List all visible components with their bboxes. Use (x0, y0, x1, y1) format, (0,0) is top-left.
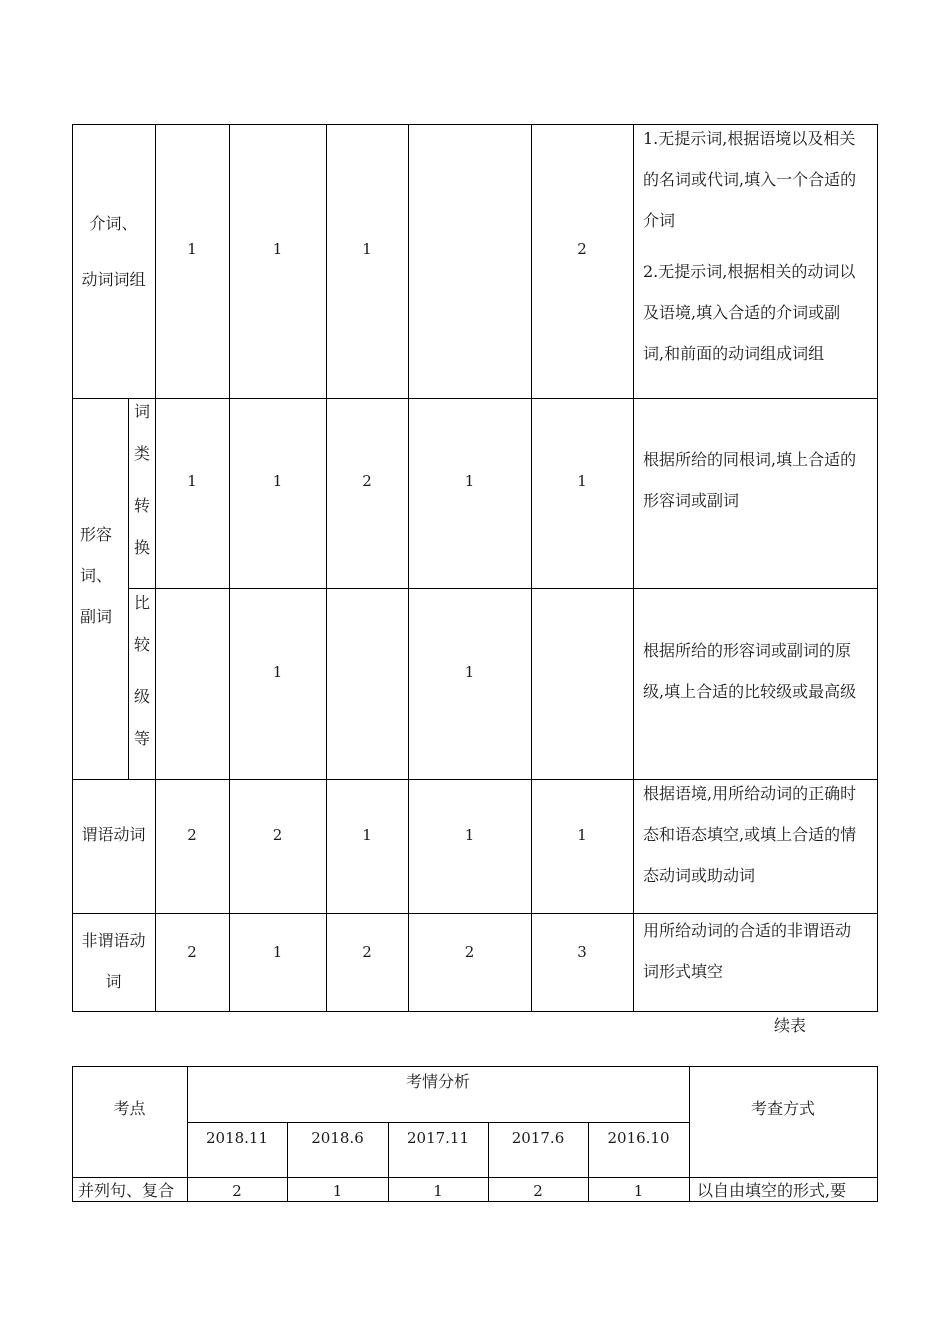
table-cell: 1 (433, 1182, 443, 1200)
sub-label-char: 较 (133, 635, 150, 654)
table-cell: 1 (187, 240, 197, 258)
desc-line: 根据语境,用所给动词的正确时 (643, 784, 857, 803)
table-cell: 2 (232, 1182, 242, 1200)
desc-line: 态动词或助动词 (643, 866, 756, 885)
table-cell: 2 (187, 826, 197, 844)
table-cell: 2 (464, 943, 475, 961)
year-header: 2017.6 (511, 1129, 565, 1147)
sub-label-char: 类 (133, 444, 150, 463)
group-label-line: 形容 (80, 525, 113, 544)
row-description (643, 118, 875, 374)
group-label-line: 词、 (80, 566, 113, 585)
table-cell: 1 (272, 663, 283, 681)
sub-label-char: 级 (133, 687, 150, 706)
year-header: 2016.10 (607, 1129, 670, 1147)
table-cell: 1 (362, 826, 372, 844)
desc-line: 态和语态填空,或填上合适的情 (643, 825, 857, 844)
row-label: 谓语动词 (81, 825, 146, 844)
desc-line: 1.无提示词,根据语境以及相关 (643, 129, 856, 148)
sub-label (132, 582, 152, 760)
table-cell: 1 (577, 826, 587, 844)
table-cell: 1 (187, 472, 197, 490)
row-label-line: 动词词组 (81, 270, 146, 289)
table-cell: 1 (272, 943, 283, 961)
table-cell: 1 (577, 472, 587, 490)
continued-label: 续表 (773, 1016, 806, 1035)
desc-line: 介词 (643, 211, 676, 230)
sub-label (132, 391, 152, 569)
header-method: 考查方式 (750, 1099, 815, 1118)
desc-line: 根据所给的同根词,填上合适的 (643, 450, 857, 469)
row-label (72, 920, 155, 1002)
table-cell: 2 (272, 826, 283, 844)
table-cell: 1 (633, 1182, 644, 1200)
table-cell: 1 (272, 472, 283, 490)
desc-line: 2.无提示词,根据相关的动词以 (643, 262, 856, 281)
desc-line: 用所给动词的合适的非谓语动 (643, 921, 852, 940)
desc-line: 词形式填空 (643, 962, 724, 981)
table-cell: 3 (577, 943, 587, 961)
table-cell: 1 (332, 1182, 343, 1200)
table-cell: 1 (362, 240, 372, 258)
table-cell: 2 (533, 1182, 543, 1200)
desc-line: 形容词或副词 (643, 491, 740, 510)
row-label-line: 介词、 (89, 214, 138, 233)
year-header: 2017.11 (406, 1129, 470, 1147)
table-cell: 2 (187, 943, 197, 961)
sub-label-char: 换 (133, 538, 150, 557)
header-point: 考点 (113, 1099, 146, 1118)
desc-line: 词,和前面的动词组成词组 (643, 344, 825, 363)
row-description (643, 910, 875, 992)
desc-line: 级,填上合适的比较级或最高级 (643, 682, 857, 701)
group-label-line: 副词 (80, 607, 113, 626)
header-analysis: 考情分析 (405, 1072, 470, 1091)
row-label: 并列句、复合 (78, 1181, 175, 1200)
year-header: 2018.6 (311, 1129, 364, 1147)
row-description (643, 630, 875, 712)
row-label (72, 211, 155, 293)
row-description (643, 439, 875, 521)
sub-label-char: 等 (133, 729, 150, 748)
sub-label-char: 转 (133, 496, 150, 515)
desc-line: 的名词或代词,填入一个合适的 (643, 170, 857, 189)
group-label (80, 514, 124, 637)
sub-label-char: 比 (133, 593, 150, 612)
row-description (643, 773, 875, 896)
row-label-line: 词 (105, 972, 122, 991)
table-cell: 1 (272, 240, 283, 258)
table-cell: 1 (464, 826, 475, 844)
year-header: 2018.11 (205, 1129, 269, 1147)
row-description: 以自由填空的形式,要 (697, 1181, 847, 1200)
table-cell: 2 (577, 240, 587, 258)
desc-line: 根据所给的形容词或副词的原 (643, 641, 852, 660)
row-label-line: 非谓语动 (81, 931, 146, 950)
table-cell: 2 (362, 472, 372, 490)
table-cell: 1 (464, 663, 475, 681)
sub-label-char: 词 (133, 402, 150, 421)
table-cell: 2 (362, 943, 372, 961)
desc-line: 及语境,填入合适的介词或副 (643, 303, 841, 322)
table-cell: 1 (464, 472, 475, 490)
